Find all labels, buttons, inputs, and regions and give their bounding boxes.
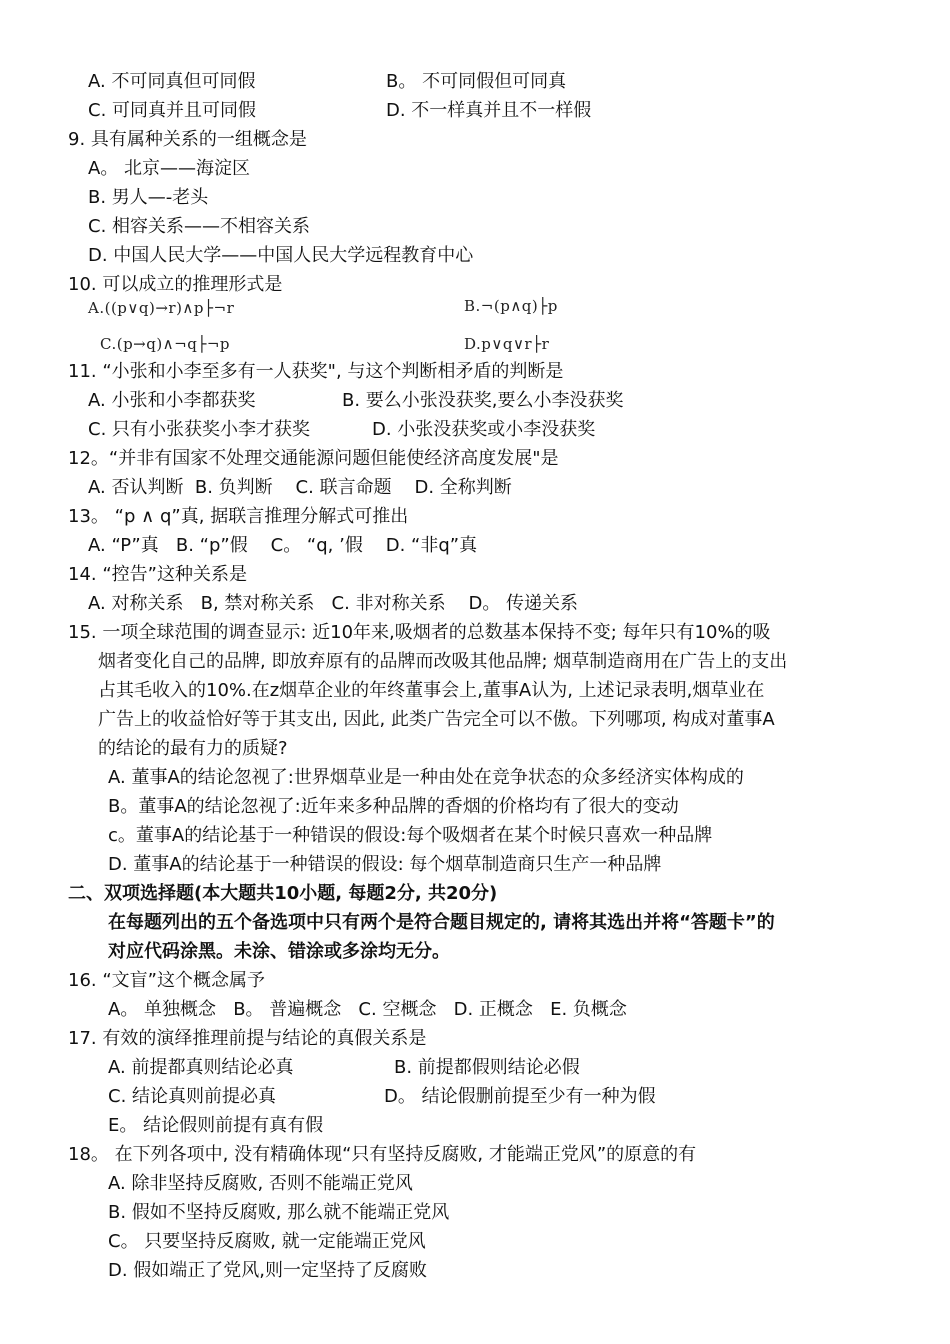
q9-option-a: A。 北京——海淀区	[88, 158, 251, 179]
q17-option-e: E。 结论假则前提有真有假	[108, 1115, 324, 1136]
section-2-title: 二、双项选择题(本大题共10小题, 每题2分, 共20分)	[68, 883, 498, 904]
q8-option-d: D. 不一样真并且不一样假	[386, 100, 592, 121]
q14-stem: 14. “控告”这种关系是	[68, 564, 247, 585]
section-2-instructions-1: 在每题列出的五个备选项中只有两个是符合题目规定的, 请将其选出并将“答题卡”的	[108, 912, 775, 933]
q8-option-c: C. 可同真并且可同假	[88, 100, 257, 121]
q11-option-c: C. 只有小张获奖小李才获奖	[88, 419, 311, 440]
q15-line-4: 广告上的收益恰好等于其支出, 因此, 此类广告完全可以不傲。下列哪项, 构成对董事A	[98, 709, 775, 730]
q8-option-b: B。 不可同假但可同真	[386, 71, 567, 92]
section-2-instructions-2: 对应代码涂黑。未涂、错涂或多涂均无分。	[108, 941, 450, 962]
q9-option-b: B. 男人—-老头	[88, 187, 209, 208]
q17-stem: 17. 有效的演绎推理前提与结论的真假关系是	[68, 1028, 427, 1049]
q14-options: A. 对称关系 B, 禁对称关系 C. 非对称关系 D。 传递关系	[88, 593, 579, 614]
q17-option-b: B. 前提都假则结论必假	[394, 1057, 580, 1078]
q15-option-b: B。董事A的结论忽视了:近年来多种品牌的香烟的价格均有了很大的变动	[108, 796, 679, 817]
q17-option-c: C. 结论真则前提必真	[108, 1086, 277, 1107]
q9-stem: 9. 具有属种关系的一组概念是	[68, 129, 307, 150]
q16-stem: 16. “文盲”这个概念属予	[68, 970, 265, 991]
q11-option-d: D. 小张没获奖或小李没获奖	[372, 419, 596, 440]
q13-options: A. “P”真 B. “p”假 C。 “q, ’假 D. “非q”真	[88, 535, 478, 556]
q15-line-5: 的结论的最有力的质疑?	[98, 738, 288, 759]
q11-stem: 11. “小张和小李至多有一人获奖", 与这个判断相矛盾的判断是	[68, 361, 564, 382]
q18-stem: 18。 在下列各项中, 没有精确体现“只有坚持反腐败, 才能端正党风”的原意的有	[68, 1144, 697, 1165]
q15-option-a: A. 董事A的结论忽视了:世界烟草业是一种由处在竞争状态的众多经济实体构成的	[108, 767, 744, 788]
q16-options: A。 单独概念 B。 普遍概念 C. 空概念 D. 正概念 E. 负概念	[108, 999, 627, 1020]
q15-line-2: 烟者变化自己的品牌, 即放弃原有的品牌而改吸其他品牌; 烟草制造商用在广告上的支出	[98, 651, 788, 672]
q8-option-a: A. 不可同真但可同假	[88, 71, 256, 92]
q10-option-c: C.(p→q)∧¬q├¬p	[100, 335, 231, 353]
q9-option-c: C. 相容关系——不相容关系	[88, 216, 311, 237]
q18-option-b: B. 假如不坚持反腐败, 那么就不能端正党风	[108, 1202, 450, 1223]
q13-stem: 13。 “p ∧ q”真, 据联言推理分解式可推出	[68, 506, 409, 527]
q11-option-a: A. 小张和小李都获奖	[88, 390, 256, 411]
q15-option-c: c。董事A的结论基于一种错误的假设:每个吸烟者在某个时候只喜欢一种品牌	[108, 825, 713, 846]
q10-option-d: D.p∨q∨r├r	[464, 335, 550, 353]
q12-stem: 12。“并非有国家不处理交通能源问题但能使经济高度发展"是	[68, 448, 559, 469]
q9-option-d: D. 中国人民大学——中国人民大学远程教育中心	[88, 245, 474, 266]
q10-option-a: A.((p∨q)→r)∧p├¬r	[88, 299, 235, 317]
q12-options: A. 否认判断 B. 负判断 C. 联言命题 D. 全称判断	[88, 477, 512, 498]
q18-option-d: D. 假如端正了党风,则一定坚持了反腐败	[108, 1260, 428, 1281]
q10-stem: 10. 可以成立的推理形式是	[68, 274, 283, 295]
q17-option-a: A. 前提都真则结论必真	[108, 1057, 294, 1078]
q15-line-1: 15. 一项全球范围的调查显示: 近10年来,吸烟者的总数基本保持不变; 每年只有10%的吸	[68, 622, 771, 643]
q10-option-b: B.¬(p∧q)├p	[464, 297, 558, 315]
q11-option-b: B. 要么小张没获奖,要么小李没获奖	[342, 390, 624, 411]
q15-line-3: 占其毛收入的10%.在z烟草企业的年终董事会上,董事A认为, 上述记录表明,烟草业在	[98, 680, 765, 701]
q18-option-a: A. 除非坚持反腐败, 否则不能端正党风	[108, 1173, 413, 1194]
q17-option-d: D。 结论假删前提至少有一种为假	[384, 1086, 656, 1107]
q18-option-c: C。 只要坚持反腐败, 就一定能端正党风	[108, 1231, 426, 1252]
q15-option-d: D. 董事A的结论基于一种错误的假设: 每个烟草制造商只生产一种品牌	[108, 854, 662, 875]
